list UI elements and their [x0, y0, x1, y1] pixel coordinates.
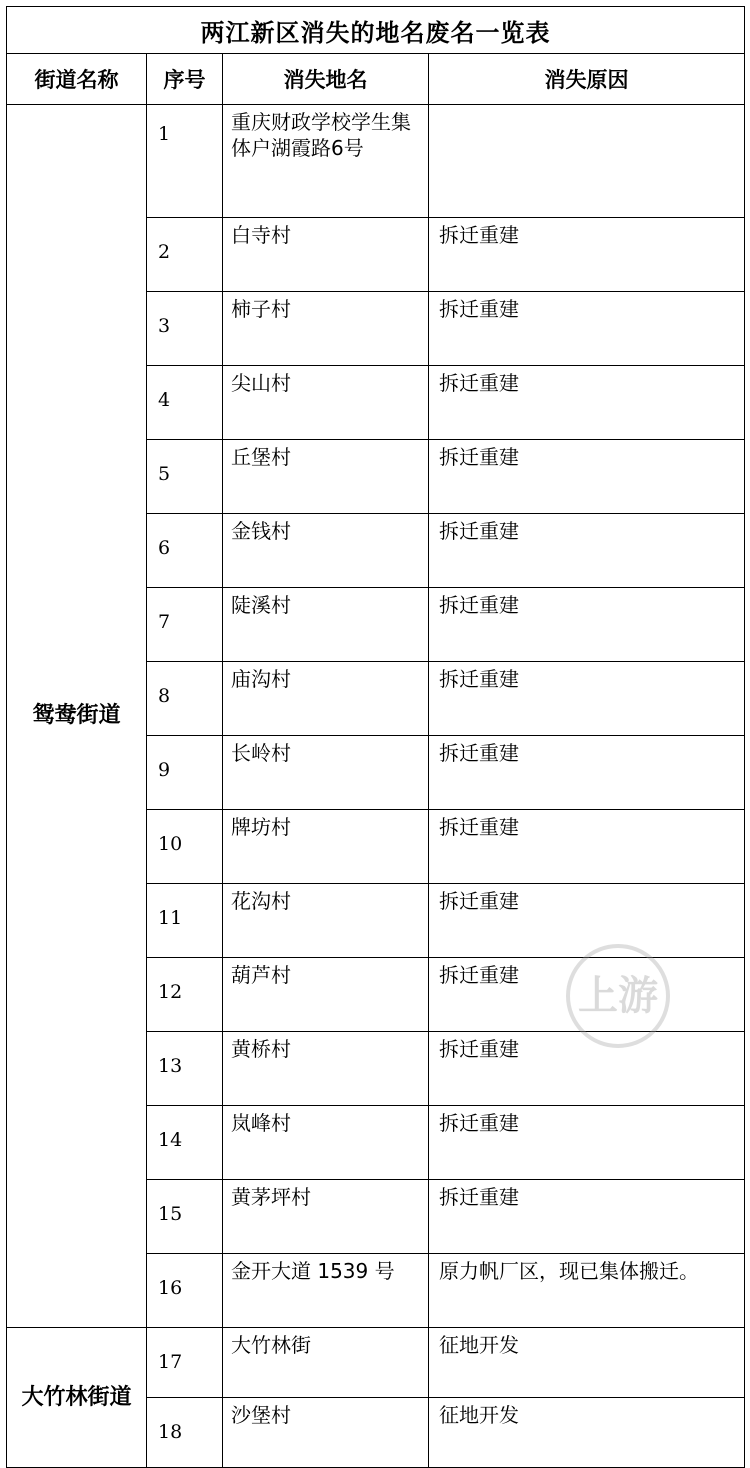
- reason-cell: 拆迁重建: [429, 1032, 745, 1106]
- seq-cell: 10: [147, 810, 223, 884]
- header-seq: 序号: [147, 54, 223, 105]
- reason-cell: 原力帆厂区，现已集体搬迁。: [429, 1254, 745, 1328]
- reason-cell: 拆迁重建: [429, 588, 745, 662]
- street-name-cell: 鸳鸯街道: [7, 105, 147, 1328]
- place-name-cell: 金开大道 1539 号: [223, 1254, 429, 1328]
- seq-cell: 13: [147, 1032, 223, 1106]
- header-lost-place: 消失地名: [223, 54, 429, 105]
- place-name-cell: 黄桥村: [223, 1032, 429, 1106]
- seq-cell: 2: [147, 218, 223, 292]
- place-name-cell: 柿子村: [223, 292, 429, 366]
- place-name-cell: 庙沟村: [223, 662, 429, 736]
- reason-cell: 拆迁重建: [429, 218, 745, 292]
- seq-cell: 4: [147, 366, 223, 440]
- seq-cell: 8: [147, 662, 223, 736]
- place-name-cell: 大竹林街: [223, 1328, 429, 1398]
- seq-cell: 5: [147, 440, 223, 514]
- reason-cell: 拆迁重建: [429, 1180, 745, 1254]
- table-row: [7, 105, 745, 218]
- street-name-cell: 大竹林街道: [7, 1328, 147, 1468]
- seq-cell: 17: [147, 1328, 223, 1398]
- reason-cell: 征地开发: [429, 1328, 745, 1398]
- seq-cell: 14: [147, 1106, 223, 1180]
- reason-cell: [429, 105, 745, 218]
- place-name-cell: 黄茅坪村: [223, 1180, 429, 1254]
- place-name-cell: 陡溪村: [223, 588, 429, 662]
- place-name-cell: 长岭村: [223, 736, 429, 810]
- reason-cell: 拆迁重建: [429, 662, 745, 736]
- place-name-cell: 白寺村: [223, 218, 429, 292]
- table-row: [7, 1328, 745, 1398]
- seq-cell: 15: [147, 1180, 223, 1254]
- seq-cell: 6: [147, 514, 223, 588]
- place-name-cell: 丘堡村: [223, 440, 429, 514]
- reason-cell: 拆迁重建: [429, 440, 745, 514]
- place-name-cell: 葫芦村: [223, 958, 429, 1032]
- seq-cell: 11: [147, 884, 223, 958]
- reason-cell: 拆迁重建: [429, 810, 745, 884]
- watermark-logo: 上游: [566, 944, 670, 1048]
- seq-cell: 18: [147, 1398, 223, 1468]
- place-name-cell: 金钱村: [223, 514, 429, 588]
- table-title: 两江新区消失的地名废名一览表: [7, 7, 745, 54]
- seq-cell: 7: [147, 588, 223, 662]
- reason-cell: 拆迁重建: [429, 514, 745, 588]
- reason-cell: 拆迁重建: [429, 884, 745, 958]
- reason-cell: 拆迁重建: [429, 292, 745, 366]
- seq-cell: 12: [147, 958, 223, 1032]
- seq-cell: 9: [147, 736, 223, 810]
- place-name-table: [6, 6, 745, 1468]
- header-lost-reason: 消失原因: [429, 54, 745, 105]
- place-name-cell: 牌坊村: [223, 810, 429, 884]
- place-name-cell: 沙堡村: [223, 1398, 429, 1468]
- reason-cell: 拆迁重建: [429, 1106, 745, 1180]
- place-name-cell: 尖山村: [223, 366, 429, 440]
- seq-cell: 16: [147, 1254, 223, 1328]
- reason-cell: 拆迁重建: [429, 366, 745, 440]
- place-name-cell: 花沟村: [223, 884, 429, 958]
- place-name-cell: 岚峰村: [223, 1106, 429, 1180]
- seq-cell: 1: [147, 105, 223, 218]
- reason-cell: 拆迁重建: [429, 958, 745, 1032]
- seq-cell: 3: [147, 292, 223, 366]
- reason-cell: 征地开发: [429, 1398, 745, 1468]
- place-name-cell: 重庆财政学校学生集体户湖霞路6号: [223, 105, 429, 218]
- header-street-name: 街道名称: [7, 54, 147, 105]
- reason-cell: 拆迁重建: [429, 736, 745, 810]
